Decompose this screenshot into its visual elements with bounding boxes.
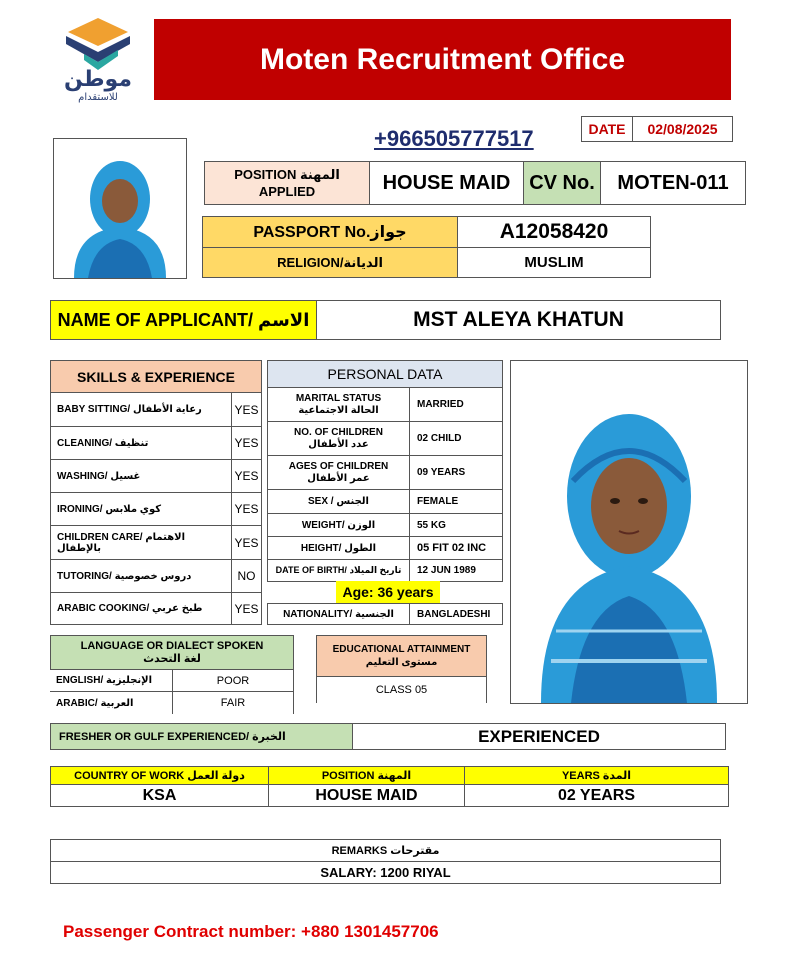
skill-label: BABY SITTING/ رعاية الأطفال bbox=[50, 392, 232, 427]
education-header-ar: مستوى التعليم bbox=[365, 657, 438, 668]
weight-label: WEIGHT/ الوزن bbox=[267, 513, 410, 537]
person-portrait-icon bbox=[511, 361, 747, 703]
company-logo bbox=[58, 14, 138, 106]
person-portrait-icon bbox=[54, 139, 186, 278]
work-position: HOUSE MAID bbox=[268, 784, 465, 807]
work-country-header: COUNTRY OF WORK دولة العمل bbox=[50, 766, 269, 785]
skill-label: WASHING/ غسيل bbox=[50, 459, 232, 493]
children-value: 02 CHILD bbox=[409, 421, 503, 456]
skill-value: YES bbox=[231, 392, 262, 427]
skill-value: NO bbox=[231, 559, 262, 593]
language-value: POOR bbox=[172, 669, 294, 692]
skill-label: CLEANING/ تنظيف bbox=[50, 426, 232, 460]
skill-label: ARABIC COOKING/ طبخ عربي bbox=[50, 592, 232, 625]
nationality-label: NATIONALITY/ الجنسية bbox=[267, 603, 410, 625]
education-header-cell bbox=[316, 635, 487, 677]
ages-value: 09 YEARS bbox=[409, 455, 503, 490]
position-label-cell bbox=[204, 161, 370, 205]
logo-subtext: للاستقدام bbox=[78, 92, 118, 103]
position-value: HOUSE MAID bbox=[369, 161, 524, 205]
skill-value: YES bbox=[231, 492, 262, 526]
personal-data-header: PERSONAL DATA bbox=[267, 360, 503, 388]
logo-chevron-icon bbox=[58, 14, 138, 74]
applicant-name-label: NAME OF APPLICANT/ الاسم bbox=[50, 300, 317, 340]
ages-label: AGES OF CHILDREN bbox=[288, 460, 389, 472]
title-bar bbox=[154, 19, 731, 100]
skill-value: YES bbox=[231, 459, 262, 493]
date-label: DATE bbox=[581, 116, 633, 142]
weight-value: 55 KG bbox=[409, 513, 503, 537]
work-country: KSA bbox=[50, 784, 269, 807]
applicant-name: MST ALEYA KHATUN bbox=[316, 300, 721, 340]
language-label: ARABIC/ العربية bbox=[50, 691, 173, 714]
education-header: EDUCATIONAL ATTAINMENT bbox=[332, 644, 471, 655]
skill-value: YES bbox=[231, 426, 262, 460]
marital-label: MARITAL STATUS bbox=[295, 392, 382, 404]
page-title: Moten Recruitment Office bbox=[259, 42, 626, 76]
logo-text: موطن bbox=[64, 66, 132, 91]
date-value: 02/08/2025 bbox=[632, 116, 733, 142]
language-label: ENGLISH/ الإنجليزية bbox=[50, 669, 173, 692]
skill-label: IRONING/ كوي ملابس bbox=[50, 492, 232, 526]
remarks-header: REMARKS مقترحات bbox=[50, 839, 721, 862]
work-position-header: POSITION المهنة bbox=[268, 766, 465, 785]
phone-number[interactable]: +966505777517 bbox=[374, 126, 534, 151]
dob-value: 12 JUN 1989 bbox=[409, 559, 503, 582]
skill-label: CHILDREN CARE/ الاهتمام بالإطفال bbox=[50, 525, 232, 560]
work-years: 02 YEARS bbox=[464, 784, 729, 807]
skill-value: YES bbox=[231, 525, 262, 560]
position-label-2: APPLIED bbox=[258, 184, 316, 199]
cv-value: MOTEN-011 bbox=[600, 161, 746, 205]
language-header-cell bbox=[50, 635, 294, 670]
height-label: HEIGHT/ الطول bbox=[267, 536, 410, 560]
sex-label: SEX / الجنس bbox=[267, 489, 410, 514]
marital-value: MARRIED bbox=[409, 387, 503, 422]
language-header: LANGUAGE OR DIALECT SPOKEN bbox=[80, 639, 264, 652]
ages-label-ar: عمر الأطفال bbox=[307, 472, 370, 484]
children-label-cell bbox=[267, 421, 410, 456]
ages-label-cell bbox=[267, 455, 410, 490]
cv-label: CV No. bbox=[523, 161, 601, 205]
applicant-photo-small bbox=[53, 138, 187, 279]
language-value: FAIR bbox=[172, 691, 294, 714]
language-header-ar: لغة التحدث bbox=[143, 652, 201, 665]
sex-value: FEMALE bbox=[409, 489, 503, 514]
religion-label: RELIGION/الديانة bbox=[202, 247, 458, 278]
children-label-ar: عدد الأطفال bbox=[308, 438, 369, 450]
skills-header: SKILLS & EXPERIENCE bbox=[50, 360, 262, 393]
experience-value: EXPERIENCED bbox=[352, 723, 726, 750]
work-years-header: YEARS المدة bbox=[464, 766, 729, 785]
passport-value: A12058420 bbox=[457, 216, 651, 248]
education-value: CLASS 05 bbox=[316, 676, 487, 703]
position-label: POSITION المهنة bbox=[234, 167, 340, 182]
religion-value: MUSLIM bbox=[457, 247, 651, 278]
remarks-value: SALARY: 1200 RIYAL bbox=[50, 861, 721, 884]
skill-label: TUTORING/ دروس خصوصية bbox=[50, 559, 232, 593]
age-value: Age: 36 years bbox=[336, 581, 440, 603]
height-value: 05 FIT 02 INC bbox=[409, 536, 503, 560]
footer-contact[interactable]: Passenger Contract number: +880 1301457706 bbox=[63, 922, 439, 941]
dob-label: DATE OF BIRTH/ تاريخ الميلاد bbox=[267, 559, 410, 582]
marital-label-cell bbox=[267, 387, 410, 422]
nationality-value: BANGLADESHI bbox=[409, 603, 503, 625]
passport-label: PASSPORT No.جواز bbox=[202, 216, 458, 248]
children-label: NO. OF CHILDREN bbox=[294, 426, 383, 438]
experience-label: FRESHER OR GULF EXPERIENCED/ الخبرة bbox=[50, 723, 353, 750]
marital-label-ar: الحالة الاجتماعية bbox=[298, 404, 379, 416]
applicant-photo-large bbox=[510, 360, 748, 704]
skill-value: YES bbox=[231, 592, 262, 625]
